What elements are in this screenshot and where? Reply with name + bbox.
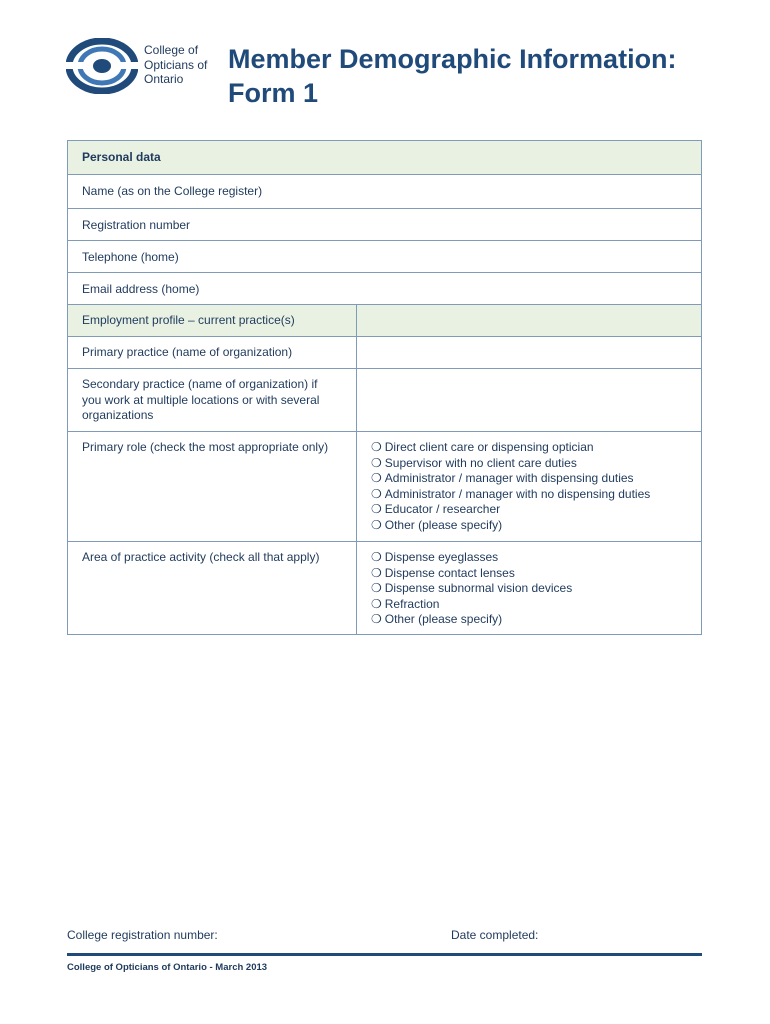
role-option[interactable] [371, 518, 687, 534]
activity-option[interactable] [371, 566, 687, 582]
role-option[interactable] [371, 456, 687, 472]
section-title: Personal data [68, 141, 701, 174]
option-label: Supervisor with no client care duties [384, 455, 577, 470]
option-label: Dispense subnormal vision devices [384, 581, 573, 595]
option-label: Dispense contact lenses [384, 565, 515, 580]
primary-role-options [357, 432, 701, 541]
field-label-line: Secondary practice (name of organization) if [82, 377, 318, 391]
checkbox-circle-icon[interactable]: ❍ [371, 596, 382, 611]
option-label: Other (please specify) [384, 612, 503, 626]
org-name [144, 43, 207, 87]
org-name-line: Opticians of [144, 57, 208, 72]
activity-option[interactable] [371, 597, 687, 613]
field-row-registration[interactable] [68, 208, 701, 240]
field-label: Area of practice activity (check all that apply) [68, 542, 357, 634]
activity-option[interactable] [371, 550, 687, 566]
option-label: Administrator / manager with dispensing duties [384, 471, 634, 485]
checkbox-circle-icon[interactable]: ❍ [371, 612, 382, 626]
option-label: Refraction [384, 596, 440, 611]
field-row-primary-role [68, 431, 701, 541]
radio-circle-icon[interactable]: ❍ [371, 440, 382, 454]
field-label: Primary practice (name of organization) [68, 337, 357, 368]
field-label: Email address (home) [82, 282, 200, 296]
primary-practice-input[interactable] [357, 337, 701, 368]
radio-circle-icon[interactable]: ❍ [371, 455, 382, 470]
role-option[interactable] [371, 487, 687, 503]
field-row-primary-practice [68, 336, 701, 368]
section-title: Employment profile – current practice(s) [68, 305, 357, 336]
activity-option[interactable] [371, 612, 687, 628]
radio-circle-icon[interactable]: ❍ [371, 502, 382, 516]
field-row-practice-activity [68, 541, 701, 634]
registration-number-label: College registration number: [67, 928, 218, 942]
demographic-form [67, 140, 702, 635]
field-row-secondary-practice [68, 368, 701, 431]
radio-circle-icon[interactable]: ❍ [371, 486, 382, 501]
field-row-name[interactable] [68, 174, 701, 208]
org-name-line: College of [144, 43, 199, 57]
option-label: Administrator / manager with no dispensing duties [384, 486, 651, 501]
checkbox-circle-icon[interactable]: ❍ [371, 550, 382, 564]
activity-option[interactable] [371, 581, 687, 597]
field-label-line: you work at multiple locations or with several [82, 392, 320, 407]
page-title-line: Form 1 [228, 78, 319, 108]
checkbox-circle-icon[interactable]: ❍ [371, 581, 382, 595]
page-title [228, 42, 677, 110]
option-label: Direct client care or dispensing optician [384, 440, 594, 454]
field-row-telephone[interactable] [68, 240, 701, 272]
secondary-practice-input[interactable] [357, 369, 701, 431]
practice-activity-options [357, 542, 701, 634]
role-option[interactable] [371, 502, 687, 518]
field-label: Registration number [82, 218, 191, 232]
field-label [68, 369, 357, 431]
option-label: Other (please specify) [384, 517, 503, 532]
college-logo [66, 38, 138, 94]
radio-circle-icon[interactable]: ❍ [371, 517, 382, 532]
field-label: Name (as on the College register) [82, 184, 263, 198]
checkbox-circle-icon[interactable]: ❍ [371, 565, 382, 580]
field-label: Telephone (home) [82, 250, 179, 264]
role-option[interactable] [371, 440, 687, 456]
field-label-line: organizations [82, 408, 154, 422]
footer-divider [67, 953, 702, 956]
section-header-personal [68, 141, 701, 174]
field-row-email[interactable] [68, 272, 701, 304]
footer-note: College of Opticians of Ontario - March 2013 [67, 962, 268, 973]
radio-circle-icon[interactable]: ❍ [371, 471, 382, 485]
role-option[interactable] [371, 471, 687, 487]
field-label: Primary role (check the most appropriate only) [68, 432, 357, 541]
page-title-line: Member Demographic Information: [228, 44, 677, 74]
section-header-blank [357, 305, 701, 336]
option-label: Educator / researcher [384, 502, 501, 516]
org-name-line: Ontario [144, 72, 184, 86]
section-header-employment [68, 304, 701, 336]
option-label: Dispense eyeglasses [384, 550, 499, 564]
date-completed-label: Date completed: [451, 928, 539, 942]
